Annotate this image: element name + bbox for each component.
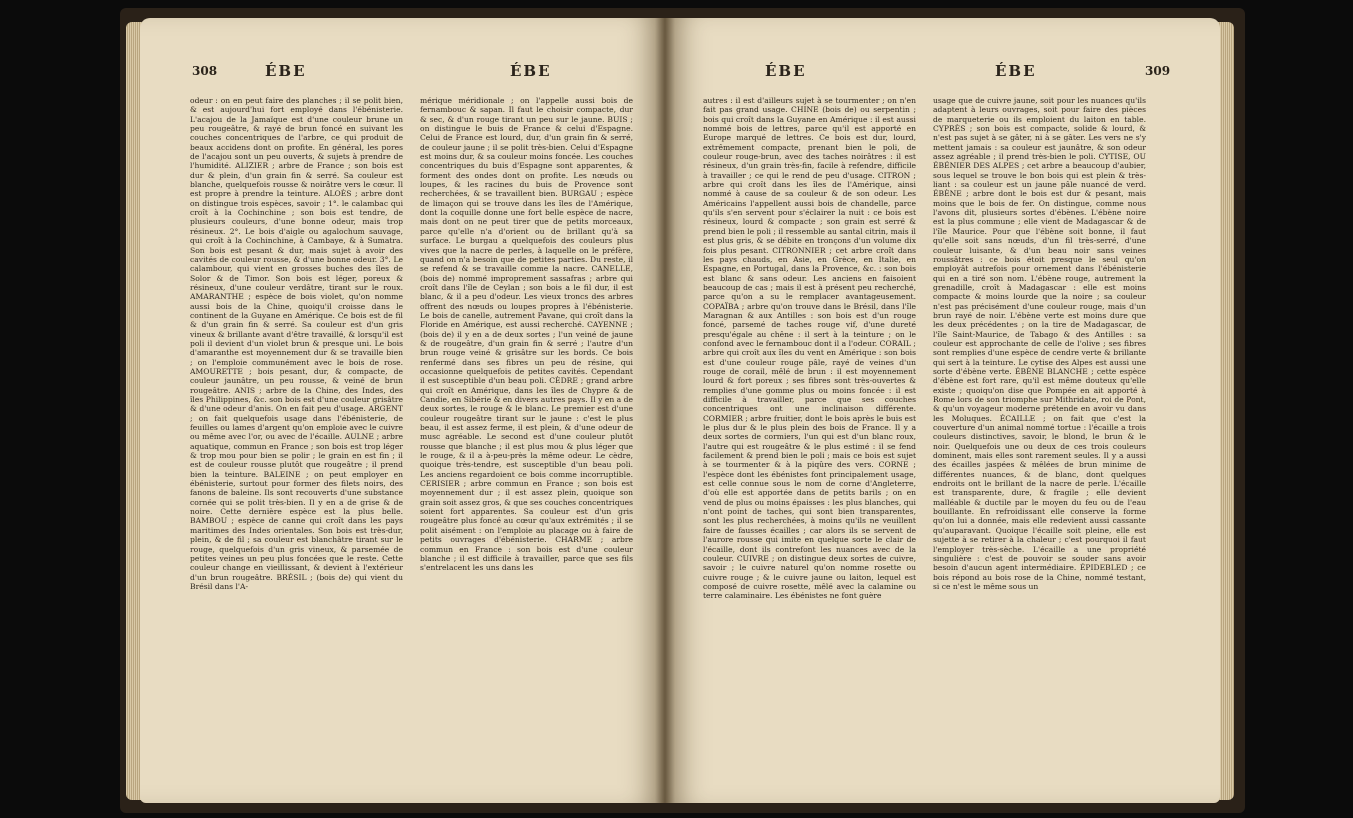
running-head-left-1: ÉBE <box>265 62 307 80</box>
left-page-column-1 <box>190 96 403 796</box>
book-gutter <box>655 18 675 803</box>
right-col2-text: usage que de cuivre jaune, soit pour les nuances qu'ils adaptent à leurs ouvrages, soit pour faire des pièces de marqueterie ou ils emploient du laiton en table. CYPRÈS ; son bois est compacte, solide & lourd, & n'est pas sujet à se gâter, ni à se gâter. Les vers ne s'y mettent jamais : sa couleur est jaunâtre, & son odeur assez agréable ; il prend très-bien le poli. CYTISE, OU ÉBÉNIER DES ALPES ; cet arbre a beaucoup d'aubier, sous lequel se trouve le bon bois qui est plein & très-liant : sa couleur est un jaune pâle nuancé de verd. ÉBÈNE ; arbre dont le bois est dur & pesant, mais moins que le bois de fer. On distingue, comme nous l'avons dit, plusieurs sortes d'ébènes. L'ébène noire est la plus commune ; elle vient de Madagascar & de l'île Maurice. Pour que l'ébène soit bonne, il faut qu'elle soit sans nœuds, d'un fil très-serré, d'une couleur luisante, & d'un beau noir sans veines roussâtres : ce bois étoit presque le seul qu'on employât autrefois pour ornement dans l'ébénisterie qui en a tiré son nom. L'ébène rouge, autrement la grenadille, croît à Madagascar : elle est moins compacte & moins lourde que la noire ; sa couleur n'est pas précisément d'une couleur rouge, mais d'un brun rayé de noir. L'ébène verte est moins dure que les deux précédentes ; on la tire de Madagascar, de l'île Saint-Maurice, de Tabago & des Antilles : sa couleur est approchante de celle de l'olive ; ses fibres sont remplies d'une espèce de cendre verte & brillante qui sert à la teinture. Le cytise des Alpes est aussi une sorte d'ébène verte. ÉBÈNE BLANCHE ; cette espèce d'ébène est fort rare, qu'il est même douteux qu'elle existe ; quoiqu'on dise que Pompée en ait apporté à Rome lors de son triomphe sur Mithridate, roi de Pont, & qu'un voyageur moderne prétende en avoir vu dans les Moluques. ÉCAILLE ; on fait que c'est la couverture d'un animal nommé tortue : l'écaille a trois couleurs distinctives, savoir, le blond, le brun & le noir. Quelquefois une ou deux de ces trois couleurs dominent, mais elles sont rarement seules. Il y a aussi des écailles jaspées & mêlées de brun minime de différentes nuances, & de blanc, dont quelques endroits ont le brillant de la nacre de perle. L'écaille est transparente, dure, & fragile ; elle devient malléable & ductile par le moyen du feu ou de l'eau bouillante. En refroidissant elle conserve la forme qu'on lui a donnée, mais elle redevient aussi cassante qu'auparavant. Quoique l'écaille soit pleine, elle est sujette à se retirer à la chaleur ; c'est pourquoi il faut l'employer très-sèche. L'écaille a une propriété singulière : c'est de pouvoir se souder sans avoir besoin d'aucun agent intermédiaire. ÉPIDEBLED ; ce bois répond au bois rose de la Chine, nommé testant, si ce n'est le même sous un <box>933 96 1146 591</box>
right-page-column-1 <box>703 96 916 796</box>
left-col1-text: odeur : on en peut faire des planches ; il se polit bien, & est aujourd'hui fort employé dans l'ébénisterie. L'acajou de la Jamaïque est d'une couleur brune un peu rougeâtre, & rayé de brun foncé en suivant les couches concentriques de l'arbre, ce qui produit de beaux accidens dont on profite. En général, les pores de l'acajou sont un peu ouverts, & sujets à prendre de l'humidité. ALIZIER ; arbre de France ; son bois est dur & plein, d'un grain fin & serré. Sa couleur est blanche, quelquefois rousse & noirâtre vers le cœur. Il est propre à prendre la teinture. ALOÈS ; arbre dont on distingue trois espèces, savoir ; 1°. le calambac qui croît à la Cochinchine ; son bois est tendre, de plusieurs couleurs, d'une bonne odeur, mais trop résineux. 2°. Le bois d'aigle ou agalochum sauvage, qui croît à la Cochinchine, à Cambaye, & à Sumatra. Son bois est pesant & dur, mais sujet à avoir des cavités de couleur rousse, & d'une bonne odeur. 3°. Le calambour, qui vient en grosses buches des îles de Solor & de Timor. Son bois est léger, poreux & résineux, d'une couleur verdâtre, tirant sur le roux. AMARANTHE ; espèce de bois violet, qu'on nomme aussi bois de la Chine, quoiqu'il croisse dans le continent de la Guyane en Amérique. Ce bois est de fil & d'un grain fin & serré. Sa couleur est d'un gris vineux & brillante avant d'être travaillé, & lorsqu'il est poli il devient d'un violet brun & presque uni. Le bois d'amaranthe est moyennement dur & se travaille bien ; on l'emploie communément avec le bois de rose. AMOURETTE ; bois pesant, dur, & compacte, de couleur jaunâtre, un peu rousse, & veiné de brun rougeâtre. ANIS ; arbre de la Chine, des Indes, des îles Philippines, &c. son bois est d'une couleur grisâtre & d'une odeur d'anis. On en fait peu d'usage. ARGENT ; on fait quelquefois usage dans l'ébénisterie, de feuilles ou lames d'argent qu'on emploie avec le cuivre ou même avec l'or, ou avec de l'écaille. AULNE ; arbre aquatique, commun en France ; son bois est trop léger & trop mou pour bien se polir ; le grain en est fin ; il est de couleur rousse plutôt que rougeâtre ; il prend bien la teinture. BALEINE ; on peut employer en ébénisterie, surtout pour former des filets noirs, des fanons de baleine. Ils sont recouverts d'une substance cornée qui se polit très-bien. Il y en a de grise & de noire. Cette dernière espèce est la plus belle. BAMBOU ; espèce de canne qui croît dans les pays maritimes des Indes orientales. Son bois est très-dur, plein, & de fil ; sa couleur est blanchâtre tirant sur le rouge, quelquefois d'un gris vineux, & parsemée de petites veines un peu plus foncées que le reste. Cette couleur change en vieillissant, & devient à l'extérieur d'un brun rougeâtre. BRÉSIL ; (bois de) qui vient du Brésil dans l'A- <box>190 96 403 591</box>
running-head-right-1: ÉBE <box>765 62 807 80</box>
page-number-right: 309 <box>1145 64 1171 78</box>
left-col2-text: mérique méridionale ; on l'appelle aussi bois de fernambouc & sapan. Il faut le choisir compacte, dur & sec, & d'un rouge tirant un peu sur le jaune. BUIS ; on distingue le buis de France & celui d'Espagne. Celui de France est lourd, dur, d'un grain fin & serré, de couleur jaune ; il se polit très-bien. Celui d'Espagne est moins dur, & sa couleur moins foncée. Les couches concentriques du buis d'Espagne sont apparentes, & forment des ondes dont on profite. Les nœuds ou loupes, & les racines du buis de Provence sont recherchées, & se travaillent bien. BURGAU ; espèce de limaçon qui se trouve dans les îles de l'Amérique, dont la coquille donne une fort belle espèce de nacre, mais dont on ne peut tirer que de petits morceaux, parce qu'elle n'a d'orient ou de brillant qu'à sa surface. Le burgau a quelquefois des couleurs plus vives que la nacre de perles, à laquelle on le préfère, quand on n'a besoin que de petites parties. Du reste, il se refend & se travaille comme la nacre. CANELLE, (bois de) nommé improprement sassafras ; arbre qui croît dans l'île de Ceylan ; son bois a le fil dur, il est blanc, & il a peu d'odeur. Les vieux troncs des arbres offrent des nœuds ou loupes propres à l'ébénisterie. Le bois de canelle, autrement Pavane, qui croît dans la Floride en Amérique, est aussi recherché. CAYENNE ; (bois de) il y en a de deux sortes ; l'un veiné de jaune & de rougeâtre, d'un grain fin & serré ; l'autre d'un brun rouge veiné & grisâtre sur les bords. Ce bois renfermé dans ses fibres un peu de résine, qui occasionne quelquefois de petites cavités. Cependant il est susceptible d'un beau poli. CÈDRE ; grand arbre qui croît en Amérique, dans les îles de Chypre & de Candie, en Sibérie & en divers autres pays. Il y en a de deux sortes, le rouge & le blanc. Le premier est d'une couleur rougeâtre tirant sur le jaune : c'est le plus beau, il est assez ferme, il est plein, & d'une odeur de musc agréable. Le second est d'une couleur plutôt rousse que blanche ; il est plus mou & plus léger que le rouge, & il a à-peu-près la même odeur. Le cèdre, quoique très-tendre, est susceptible d'un beau poli. Les anciens regardoient ce bois comme incorruptible. CERISIER ; arbre commun en France ; son bois est moyennement dur ; il est assez plein, quoique son grain soit assez gros, & que ses couches concentriques soient fort apparentes. Sa couleur est d'un gris rougeâtre plus foncé au cœur qu'aux extrémités ; il se polit aisément : on l'emploie au placage ou à faire de petits ouvrages d'ébénisterie. CHARME ; arbre commun en France : son bois est d'une couleur blanche ; il est difficile à travailler, parce que ses fils s'entrelacent les uns dans les <box>420 96 633 573</box>
right-col1-text: autres : il est d'ailleurs sujet à se tourmenter ; on n'en fait pas grand usage. CHINE (bois de) ou serpentin ; bois qui croît dans la Guyane en Amérique : il est aussi nommé bois de lettres, parce qu'il est apporté en Europe marqué de lettres. Ce bois est dur, lourd, extrêmement compacte, prenant bien le poli, de couleur rouge-brun, avec des taches noirâtres : il est résineux, d'un grain très-fin, facile à refendre, difficile à travailler ; ce qui le rend de peu d'usage. CITRON ; arbre qui croît dans les îles de l'Amérique, ainsi nommé à cause de sa couleur & de son odeur. Les Américains l'appellent aussi bois de chandelle, parce qu'ils s'en servent pour s'éclairer la nuit : ce bois est résineux, lourd & compacte ; son grain est serré & prend bien le poli ; il ressemble au santal citrin, mais il est plus gris, & se débite en tronçons d'un volume dix fois plus pesant. CITRONNIER ; cet arbre croît dans les pays chauds, en Asie, en Grèce, en Italie, en Espagne, en Portugal, dans la Provence, &c. : son bois est blanc & sans odeur. Les anciens en faisoient beaucoup de cas ; mais il est à présent peu recherché, parce qu'on a su le remplacer avantageusement. COPAÏBA ; arbre qu'on trouve dans le Brésil, dans l'île Maragnan & aux Antilles : son bois est d'un rouge foncé, parsemé de taches rouge vif, d'une dureté presqu'égale au chêne : il sert à la teinture ; on le confond avec le fernambouc dont il a l'odeur. CORAIL ; arbre qui croît aux îles du vent en Amérique : son bois est d'une couleur rouge pâle, rayé de veines d'un rouge de corail, mêlé de brun : il est moyennement lourd & fort poreux ; ses fibres sont très-ouvertes & remplies d'une gomme plus ou moins foncée : il est difficile à travailler, parce que ses couches concentriques ont une inclinaison différente. CORMIER ; arbre fruitier, dont le bois après le buis est le plus dur & le plus plein des bois de France. Il y a deux sortes de cormiers, l'un qui est d'un blanc roux, l'autre qui est rougeâtre & le plus estimé : il se fend facilement & prend bien le poli ; mais ce bois est sujet à se tourmenter & à la piqûre des vers. CORNE ; l'espèce dont les ébénistes font principalement usage, est celle connue sous le nom de corne d'Angleterre, d'où elle est apportée dans de petits barils ; on en vend de plus ou moins épaisses : les plus blanches, qui n'ont point de taches, qui sont bien transparentes, sont les plus recherchées, à moins qu'ils ne veuillent faire de fausses écailles ; car alors ils se servent de l'aurore rousse qui imite en quelque sorte le clair de l'écaille, dont ils contrefont les nuances avec de la couleur. CUIVRE ; on distingue deux sortes de cuivre, savoir ; le cuivre naturel qu'on nomme rosette ou cuivre rouge ; & le cuivre jaune ou laiton, lequel est composé de cuivre rosette, mêlé avec la calamine ou terre calaminaire. Les ébénistes ne font guère <box>703 96 916 601</box>
right-page-column-2 <box>933 96 1146 796</box>
running-head-right-2: ÉBE <box>995 62 1037 80</box>
left-page-column-2 <box>420 96 633 796</box>
right-page-edges <box>1218 22 1234 800</box>
page-number-left: 308 <box>192 64 218 78</box>
running-head-left-2: ÉBE <box>510 62 552 80</box>
left-page <box>140 18 665 803</box>
right-page <box>665 18 1220 803</box>
